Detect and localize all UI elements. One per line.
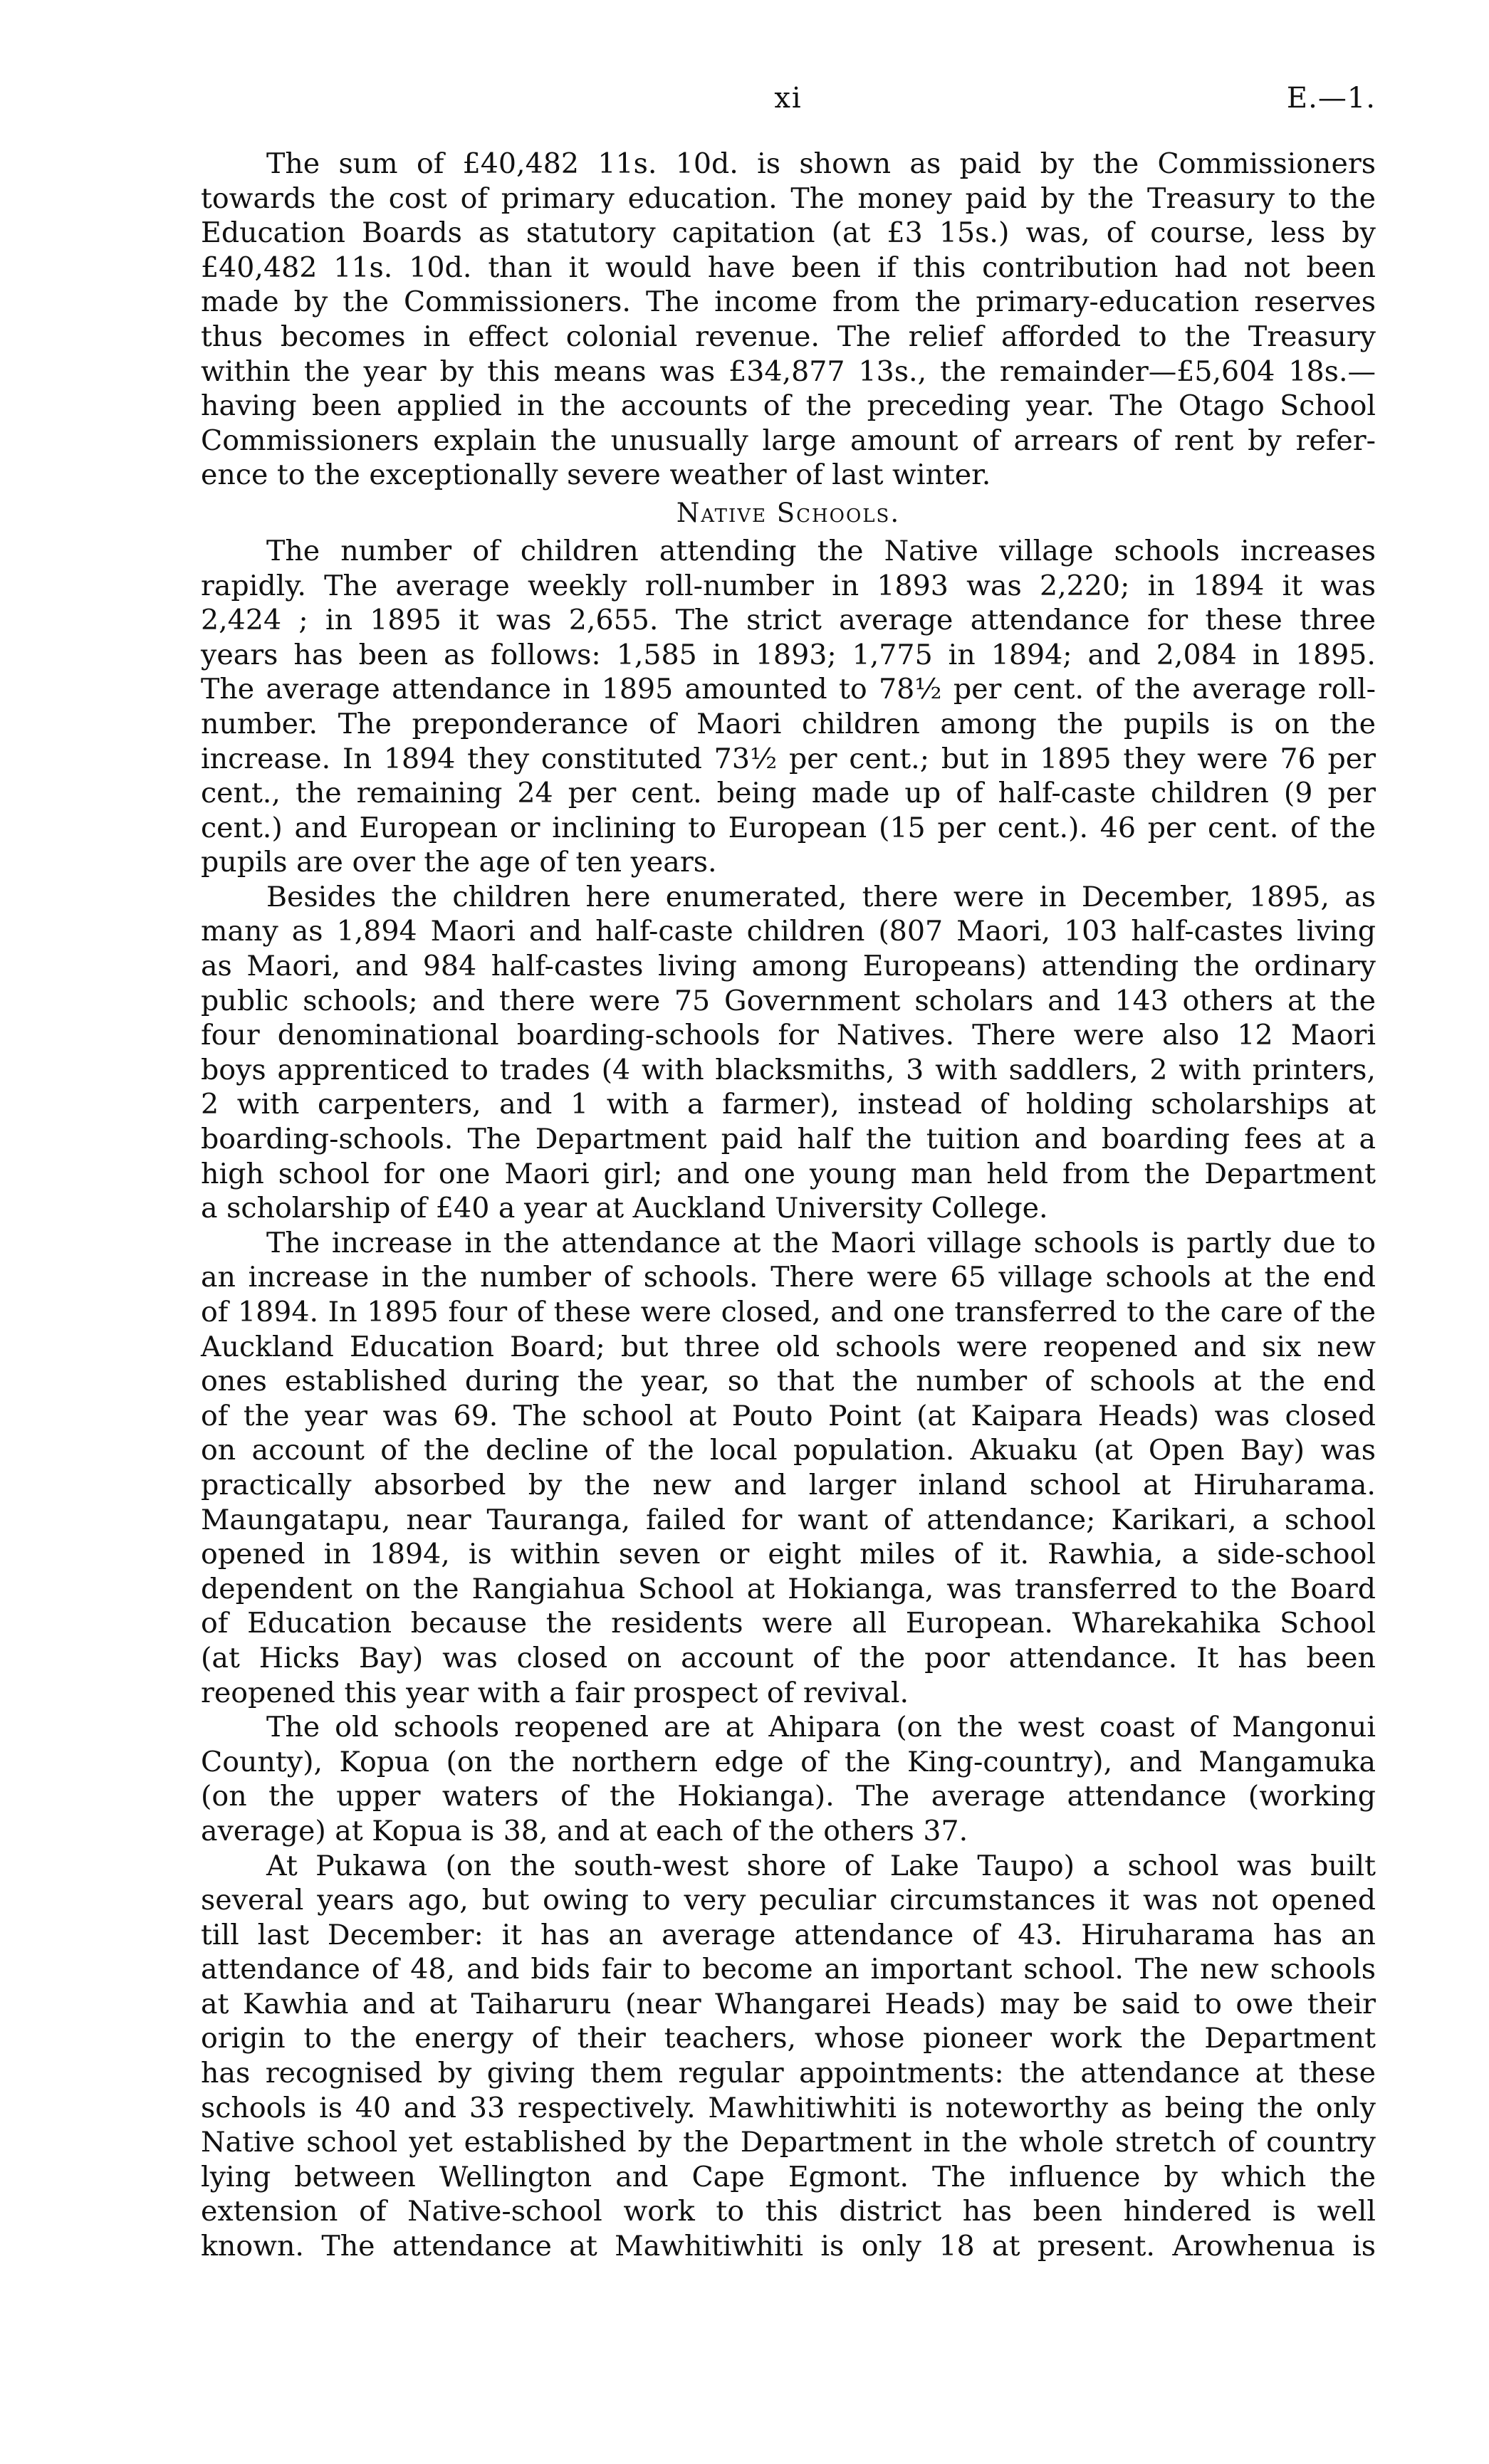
text-line: increase. In 1894 they constituted 73½ per cent.; but in 1895 they were 76 per (201, 742, 1376, 775)
text-line: extension of Native-school work to this district has been hindered is well (201, 2195, 1376, 2228)
text-line: opened in 1894, is within seven or eight miles of it. Rawhia, a side-school (201, 1538, 1376, 1571)
text-line: origin to the energy of their teachers, whose pioneer work the Department (201, 2022, 1376, 2055)
page-header (201, 77, 1376, 120)
text-line: schools is 40 and 33 respectively. Mawhitiwhiti is noteworthy as being the only (201, 2091, 1376, 2124)
text-line: having been applied in the accounts of the preceding year. The Otago School (201, 389, 1376, 423)
body-text (201, 147, 1376, 2264)
text-line: Auckland Education Board; but three old schools were reopened and six new (201, 1330, 1376, 1363)
text-line: within the year by this means was £34,877 13s., the remainder—£5,604 18s.— (201, 355, 1376, 388)
text-line: £40,482 11s. 10d. than it would have been if this contribution had not been (201, 251, 1376, 284)
text-line: number. The preponderance of Maori children among the pupils is on the (201, 707, 1376, 740)
text-line: till last December: it has an average attendance of 43. Hiruharama has an (201, 1918, 1376, 1951)
text-line: towards the cost of primary education. The money paid by the Treasury to the (201, 182, 1376, 215)
text-line: 2 with carpenters, and 1 with a farmer), instead of holding scholarships at (201, 1088, 1376, 1121)
text-line: At Pukawa (on the south-west shore of Lake Taupo) a school was built (266, 1849, 1376, 1882)
text-line: cent.) and European or inclining to European (15 per cent.). 46 per cent. of the (201, 811, 1376, 844)
paragraph-p3 (201, 880, 1376, 1226)
text-line: an increase in the number of schools. There were 65 village schools at the end (201, 1261, 1376, 1294)
text-line: on account of the decline of the local population. Akuaku (at Open Bay) was (201, 1434, 1376, 1467)
text-line: Besides the children here enumerated, there were in December, 1895, as (266, 880, 1376, 913)
text-line: has recognised by giving them regular appointments: the attendance at these (201, 2057, 1376, 2090)
text-line: Education Boards as statutory capitation (at £3 15s.) was, of course, less by (201, 216, 1376, 250)
text-line: lying between Wellington and Cape Egmont. The influence by which the (201, 2160, 1376, 2193)
page-number: xi (774, 82, 803, 115)
text-line: (at Hicks Bay) was closed on account of the poor attendance. It has been (201, 1641, 1376, 1674)
paragraph-p6 (201, 1849, 1376, 2264)
text-line: boys apprenticed to trades (4 with blacksmiths, 3 with saddlers, 2 with printers, (201, 1053, 1376, 1086)
text-line: reopened this year with a fair prospect of revival. (201, 1676, 909, 1709)
text-line: thus becomes in effect colonial revenue. The relief afforded to the Treasury (201, 320, 1376, 353)
text-line: at Kawhia and at Taiharuru (near Whangarei Heads) may be said to owe their (201, 1987, 1376, 2020)
text-line: The increase in the attendance at the Maori village schools is partly due to (266, 1226, 1376, 1259)
text-line: of Education because the residents were all European. Wharekahika School (201, 1607, 1376, 1640)
text-line: pupils are over the age of ten years. (201, 846, 717, 879)
text-line: average) at Kopua is 38, and at each of the others 37. (201, 1814, 968, 1847)
text-line: Maungatapu, near Tauranga, failed for want of attendance; Karikari, a school (201, 1503, 1376, 1536)
text-line: ence to the exceptionally severe weather of last winter. (201, 458, 991, 492)
text-line: cent., the remaining 24 per cent. being made up of half-caste children (9 per (201, 777, 1376, 810)
text-line: attendance of 48, and bids fair to become an important school. The new schools (201, 1953, 1376, 1986)
text-line: of the year was 69. The school at Pouto Point (at Kaipara Heads) was closed (201, 1399, 1376, 1432)
text-line: ones established during the year, so that the number of schools at the end (201, 1365, 1376, 1398)
paragraph-p5 (201, 1710, 1376, 1848)
text-line: (on the upper waters of the Hokianga). The average attendance (working (201, 1780, 1376, 1813)
text-line: 2,424 ; in 1895 it was 2,655. The strict average attendance for these three (201, 604, 1376, 637)
paragraph-p2 (201, 534, 1376, 880)
text-line: dependent on the Rangiahua School at Hokianga, was transferred to the Board (201, 1572, 1376, 1605)
paragraph-p4 (201, 1226, 1376, 1710)
text-line: high school for one Maori girl; and one young man held from the Department (201, 1157, 1376, 1190)
text-line: boarding-schools. The Department paid half the tuition and boarding fees at a (201, 1123, 1376, 1156)
text-line: County), Kopua (on the northern edge of the King-country), and Mangamuka (201, 1745, 1376, 1778)
text-line: Native school yet established by the Department in the whole stretch of country (201, 2126, 1376, 2159)
text-line: a scholarship of £40 a year at Auckland University College. (201, 1192, 1048, 1225)
text-line: of 1894. In 1895 four of these were closed, and one transferred to the care of the (201, 1296, 1376, 1328)
text-line: four denominational boarding-schools for Natives. There were also 12 Maori (201, 1019, 1376, 1052)
text-line: many as 1,894 Maori and half-caste children (807 Maori, 103 half-castes living (201, 915, 1376, 948)
section-heading: Native Schools. (676, 497, 901, 528)
text-line: The average attendance in 1895 amounted to 78½ per cent. of the average roll- (201, 673, 1376, 706)
text-line: rapidly. The average weekly roll-number in 1893 was 2,220; in 1894 it was (201, 569, 1376, 602)
text-line: practically absorbed by the new and larger inland school at Hiruharama. (201, 1468, 1376, 1501)
paragraph-p1 (201, 147, 1376, 493)
document-code: E.—1. (1286, 82, 1376, 115)
text-line: Commissioners explain the unusually large amount of arrears of rent by refer- (201, 424, 1376, 457)
text-line: known. The attendance at Mawhitiwhiti is only 18 at present. Arowhenua is (201, 2230, 1376, 2263)
text-line: made by the Commissioners. The income from the primary-education reserves (201, 285, 1376, 319)
text-line: The number of children attending the Native village schools increases (266, 534, 1376, 567)
text-line: The old schools reopened are at Ahipara (on the west coast of Mangonui (266, 1711, 1376, 1744)
text-line: The sum of £40,482 11s. 10d. is shown as paid by the Commissioners (266, 147, 1376, 180)
text-line: as Maori, and 984 half-castes living among Europeans) attending the ordinary (201, 950, 1376, 983)
text-line: public schools; and there were 75 Government scholars and 143 others at the (201, 984, 1376, 1017)
text-line: years has been as follows: 1,585 in 1893; 1,775 in 1894; and 2,084 in 1895. (201, 638, 1376, 671)
text-line: several years ago, but owing to very peculiar circumstances it was not opened (201, 1884, 1376, 1917)
